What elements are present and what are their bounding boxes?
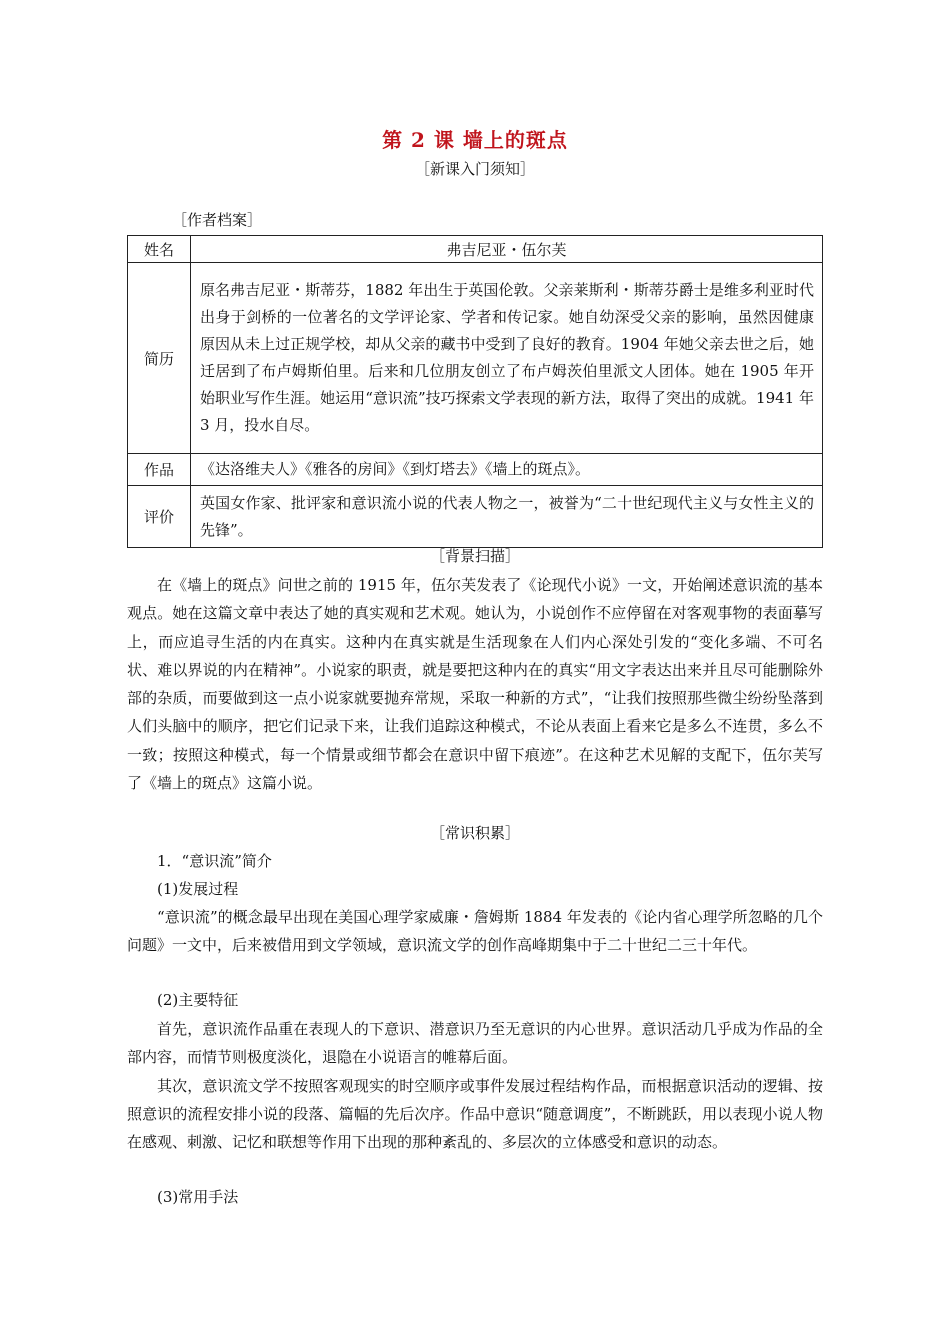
table-row-works <box>128 454 823 486</box>
features-text-a: 首先，意识流作品重在表现人的下意识、潜意识乃至无意识的内心世界。意识活动几乎成为作品的全部内容，而情节则极度淡化，退隐在小说语言的帷幕后面。 <box>127 1020 823 1067</box>
bio-label: 简历 <box>128 263 191 454</box>
features-paragraphs <box>127 1015 823 1156</box>
subheading-techniques: (3)常用手法 <box>157 1188 239 1206</box>
bio-value: 原名弗吉尼亚・斯蒂芬，1882 年出生于英国伦敦。父亲莱斯利・斯蒂芬爵士是维多利亚时代出身于剑桥的一位著名的文学评论家、学者和传记家。她自幼深受父亲的影响，虽然因健康原因从未上过正规学校，却从父亲的藏书中受到了良好的教育。1904 年她父亲去世之后，她迁居到了布卢姆斯伯里。后来和几位朋友创立了布卢姆茨伯里派文人团体。她在 1905 年开始职业写作生涯。她运用“意识流”技巧探索文学表现的新方法，取得了突出的成就。1941 年 3 月，投水自尽。 <box>191 263 823 454</box>
development-paragraph <box>127 903 823 960</box>
background-paragraph <box>127 571 823 797</box>
table-row-bio <box>128 263 823 454</box>
background-text: 在《墙上的斑点》问世之前的 1915 年，伍尔芙发表了《论现代小说》一文，开始阐述意识流的基本观点。她在这篇文章中表达了她的真实观和艺术观。她认为，小说创作不应停留在对客观事物的表面摹写上，而应追寻生活的内在真实。这种内在真实就是生活现象在人们内心深处引发的“变化多端、不可名状、难以界说的内在精神”。小说家的职责，就是要把这种内在的真实“用文字表达出来并且尽可能删除外部的杂质，而要做到这一点小说家就要抛弃常规，采取一种新的方式”，“让我们按照那些微尘纷纷坠落到人们头脑中的顺序，把它们记录下来，让我们追踪这种模式，不论从表面上看来它是多么不连贯，多么不一致；按照这种模式，每一个情景或细节都会在意识中留下痕迹”。在这种艺术见解的支配下，伍尔芙写了《墙上的斑点》这篇小说。 <box>127 576 823 793</box>
lesson-title: 第 2 课 墙上的斑点 <box>382 128 568 152</box>
subheading-development: (1)发展过程 <box>157 880 239 898</box>
review-value: 英国女作家、批评家和意识流小说的代表人物之一，被誉为“二十世纪现代主义与女性主义的先锋”。 <box>191 486 823 548</box>
knowledge-label: ［常识积累］ <box>429 824 520 842</box>
subheading-features: (2)主要特征 <box>157 991 239 1009</box>
development-text: “意识流”的概念最早出现在美国心理学家威廉・詹姆斯 1884 年发表的《论内省心理学所忽略的几个问题》一文中，后来被借用到文学领域，意识流文学的创作高峰期集中于二十世纪二三十年代。 <box>127 908 823 955</box>
author-table <box>127 235 823 548</box>
background-label: ［背景扫描］ <box>429 547 520 565</box>
works-value: 《达洛维夫人》《雅各的房间》《到灯塔去》《墙上的斑点》。 <box>191 454 823 486</box>
author-section-label: ［作者档案］ <box>172 211 263 229</box>
works-label: 作品 <box>128 454 191 486</box>
review-label: 评价 <box>128 486 191 548</box>
knowledge-item-1: 1．“意识流”简介 <box>157 852 272 870</box>
name-value: 弗吉尼亚・伍尔芙 <box>191 236 823 263</box>
features-text-b: 其次，意识流文学不按照客观现实的时空顺序或事件发展过程结构作品，而根据意识活动的逻辑、按照意识的流程安排小说的段落、篇幅的先后次序。作品中意识“随意调度”，不断跳跃，用以表现小说人物在感观、刺激、记忆和联想等作用下出现的那种紊乱的、多层次的立体感受和意识的动态。 <box>127 1076 823 1152</box>
lesson-subtitle: ［新课入门须知］ <box>414 160 535 178</box>
table-row-name <box>128 236 823 263</box>
table-row-review <box>128 486 823 548</box>
name-label: 姓名 <box>128 236 191 263</box>
